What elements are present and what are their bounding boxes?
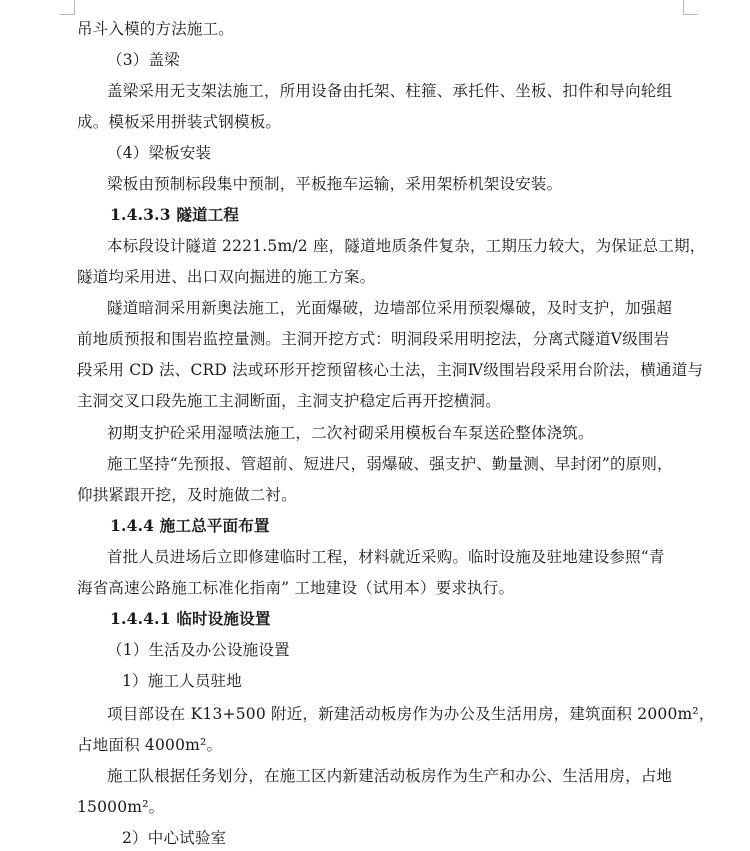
crop-mark-top-right	[683, 0, 698, 15]
subheading: （3）盖梁	[107, 51, 180, 69]
paragraph-line: 初期支护砼采用湿喷法施工，二次衬砌采用模板台车泵送砼整体浇筑。	[107, 424, 594, 442]
paragraph-line: 成。模板采用拼装式钢模板。	[77, 113, 282, 131]
paragraph-line	[77, 735, 222, 755]
subheading: 2）中心试验室	[122, 829, 227, 847]
paragraph-line: 首批人员进场后立即修建临时工程，材料就近采购。临时设施及驻地建设参照“青	[107, 548, 665, 566]
text-run: 15000m	[77, 798, 143, 816]
paragraph-line: 吊斗入模的方法施工。	[77, 20, 235, 38]
paragraph-line: 前地质预报和围岩监控量测。主洞开挖方式：明洞段采用明挖法，分离式隧道Ⅴ级围岩	[77, 330, 670, 348]
paragraph-line: 盖梁采用无支架法施工，所用设备由托架、柱箍、承托件、坐板、扣件和导向轮组	[107, 82, 673, 100]
paragraph-line: 仰拱紧跟开挖，及时施做二衬。	[77, 486, 297, 504]
paragraph-line	[107, 704, 715, 724]
subheading: 1）施工人员驻地	[122, 672, 242, 690]
paragraph-line: 主洞交叉口段先施工主洞断面，主洞支护稳定后再开挖横洞。	[77, 392, 501, 410]
paragraph-line: 本标段设计隧道 2221.5m/2 座，隧道地质条件复杂，工期压力较大，为保证总工期，	[107, 237, 706, 255]
text-run: ²。	[200, 736, 223, 754]
section-heading: 1.4.4.1 临时设施设置	[110, 609, 271, 628]
paragraph-line: 隧道均采用进、出口双向掘进的施工方案。	[77, 268, 376, 286]
text-run: 项目部设在 K13+500 附近，新建活动板房作为办公及生活用房，建筑面积 2000m	[107, 705, 693, 723]
text-run: ²。	[142, 798, 165, 816]
paragraph-line: 隧道暗洞采用新奥法施工，光面爆破，边墙部位采用预裂爆破，及时支护，加强超	[107, 299, 673, 317]
paragraph-line	[77, 797, 164, 817]
text-run: 占地面积 4000m	[77, 736, 201, 754]
paragraph-line: 海省高速公路施工标准化指南” 工地建设（试用本）要求执行。	[77, 579, 515, 597]
subheading: （4）梁板安装	[107, 144, 212, 162]
subheading: （1）生活及办公设施设置	[107, 641, 290, 659]
text-run: ²，	[692, 705, 715, 723]
paragraph-line: 施工坚持“先预报、管超前、短进尺，弱爆破、强支护、勤量测、早封闭”的原则，	[107, 455, 673, 473]
paragraph-line: 梁板由预制标段集中预制，平板拖车运输，采用架桥机架设安装。	[107, 175, 563, 193]
paragraph-line: 施工队根据任务划分，在施工区内新建活动板房作为生产和办公、生活用房，占地	[107, 767, 673, 785]
paragraph-line: 段采用 CD 法、CRD 法或环形开挖预留核心土法，主洞Ⅳ级围岩段采用台阶法，横通道与	[77, 361, 704, 379]
section-heading: 1.4.4 施工总平面布置	[110, 516, 270, 535]
crop-mark-top-left	[60, 0, 75, 15]
section-heading: 1.4.3.3 隧道工程	[110, 205, 240, 224]
